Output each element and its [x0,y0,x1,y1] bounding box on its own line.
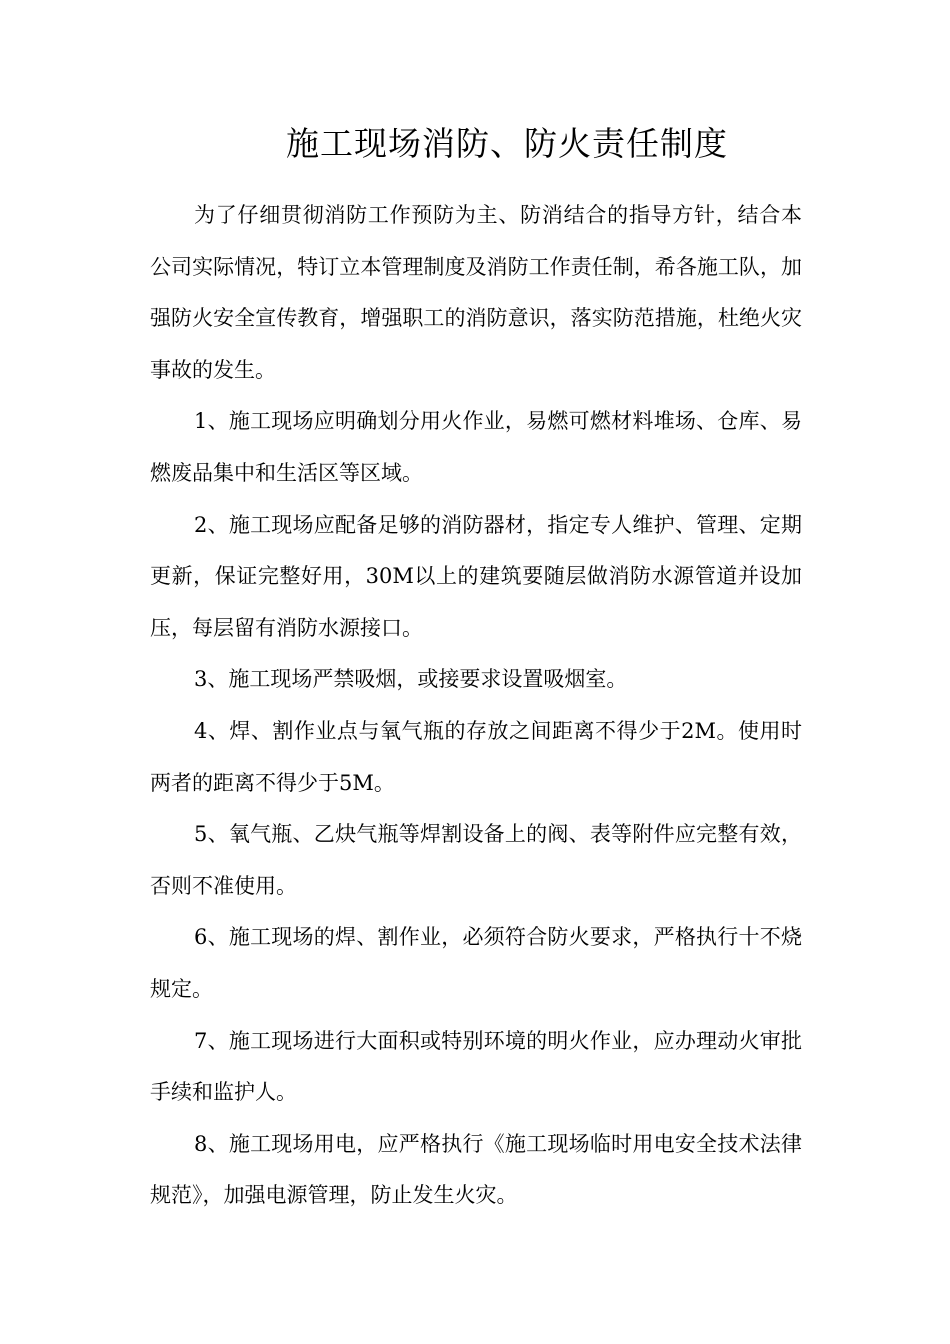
rule-item-6: 6、施工现场的焊、割作业，必须符合防火要求，严格执行十不烧规定。 [150,925,802,1001]
rule-item-5: 5、氧气瓶、乙炔气瓶等焊割设备上的阀、表等附件应完整有效，否则不准使用。 [150,822,802,898]
rule-item-3: 3、施工现场严禁吸烟，或接要求设置吸烟室。 [194,667,628,692]
rule-item-4: 4、焊、割作业点与氧气瓶的存放之间距离不得少于2M。使用时两者的距离不得少于5M。 [150,718,802,795]
rule-item-7: 7、施工现场进行大面积或特别环境的明火作业，应办理动火审批手续和监护人。 [150,1028,802,1105]
document-title: 施工现场消防、防火责任制度 [286,124,728,163]
rule-item-1: 1、施工现场应明确划分用火作业，易燃可燃材料堆场、仓库、易燃废品集中和生活区等区域。 [150,409,802,485]
rule-item-2: 2、施工现场应配备足够的消防器材，指定专人维护、管理、定期更新，保证完整好用，30M以上的建筑要随层做消防水源管道并设加压，每层留有消防水源接口。 [150,512,802,640]
document-body [150,190,802,1222]
rule-item-8: 8、施工现场用电，应严格执行《施工现场临时用电安全技术法律规范》，加强电源管理，防止发生火灾。 [150,1131,802,1208]
intro-paragraph: 为了仔细贯彻消防工作预防为主、防消结合的指导方针，结合本公司实际情况，特订立本管理制度及消防工作责任制，希各施工队，加强防火安全宣传教育，增强职工的消防意识，落实防范措施，杜绝火灾事故的发生。 [150,203,802,382]
